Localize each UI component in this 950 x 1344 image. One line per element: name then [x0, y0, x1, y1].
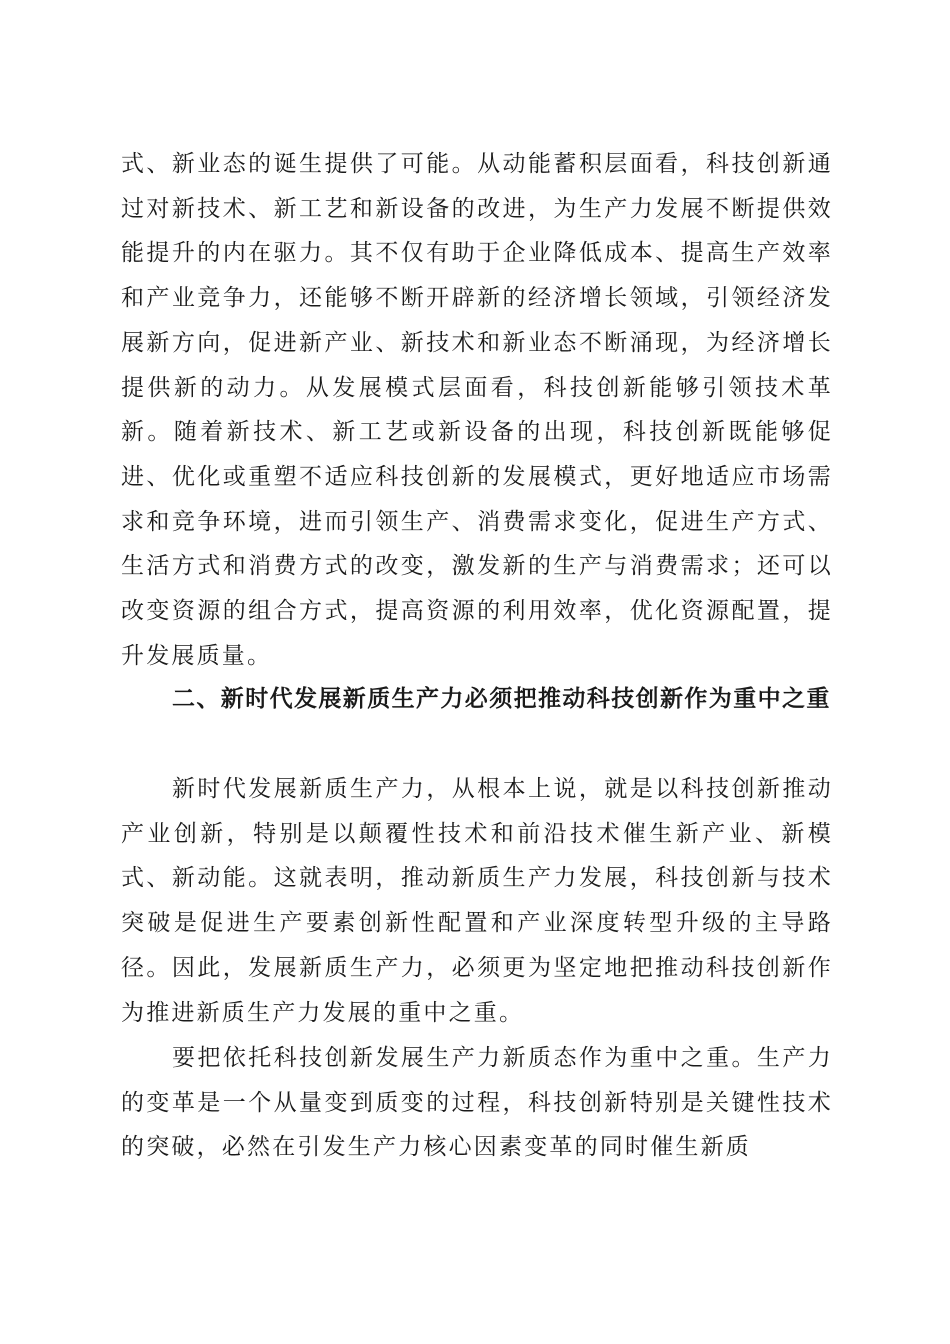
- paragraph-section-intro: 新时代发展新质生产力，从根本上说，就是以科技创新推动产业创新，特别是以颠覆性技术和前沿技术催生新产业、新模式、新动能。这就表明，推动新质生产力发展，科技创新与技术突破是促进生产要素创新性配置和产业深度转型升级的主导路径。因此，发展新质生产力，必须更为坚定地把推动科技创新作为推进新质生产力发展的重中之重。: [121, 776, 833, 1026]
- paragraph-body: 要把依托科技创新发展生产力新质态作为重中之重。生产力的变革是一个从量变到质变的过程，科技创新特别是关键性技术的突破，必然在引发生产力核心因素变革的同时催生新质: [121, 1045, 833, 1161]
- paragraph-continuation: 式、新业态的诞生提供了可能。从动能蓄积层面看，科技创新通过对新技术、新工艺和新设备的改进，为生产力发展不断提供效能提升的内在驱力。其不仅有助于企业降低成本、提高生产效率和产业竞争力，还能够不断开辟新的经济增长领域，引领经济发展新方向，促进新产业、新技术和新业态不断涌现，为经济增长提供新的动力。从发展模式层面看，科技创新能够引领技术革新。随着新技术、新工艺或新设备的出现，科技创新既能够促进、优化或重塑不适应科技创新的发展模式，更好地适应市场需求和竞争环境，进而引领生产、消费需求变化，促进生产方式、生活方式和消费方式的改变，激发新的生产与消费需求；还可以改变资源的组合方式，提高资源的利用效率，优化资源配置，提升发展质量。: [121, 151, 833, 669]
- section-heading: 二、新时代发展新质生产力必须把推动科技创新作为重中之重: [172, 686, 831, 712]
